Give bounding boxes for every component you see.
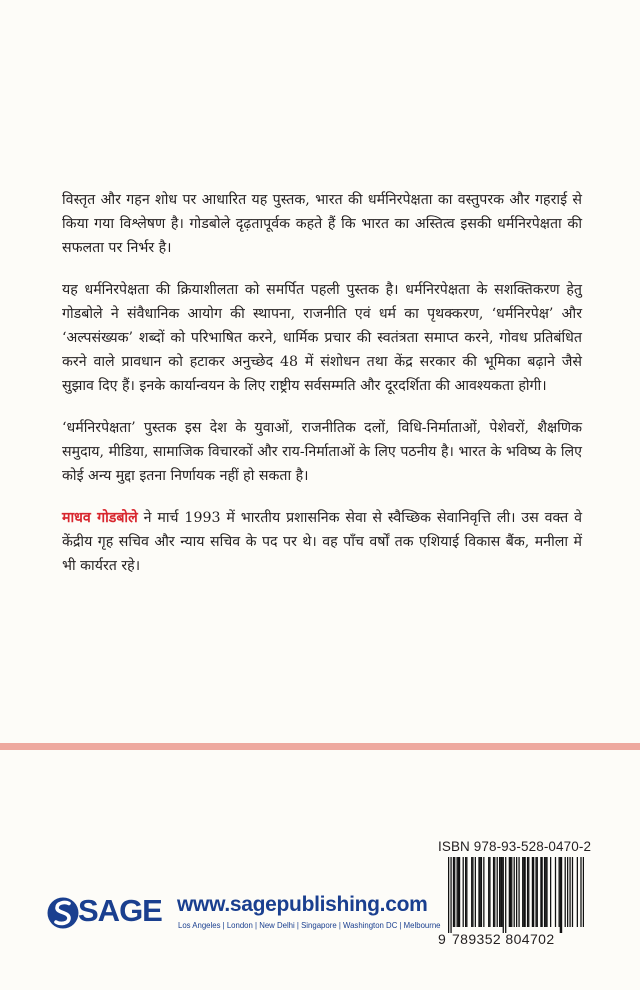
barcode-bar [457,857,458,927]
barcode-bar [494,857,495,927]
barcode-bar [493,857,494,927]
barcode-bar [542,857,543,927]
barcode-bar [458,857,459,927]
barcode-bar [537,857,538,927]
publisher-url[interactable]: www.sagepublishing.com [177,893,428,916]
barcode-bar [471,857,472,927]
barcode-bar [500,857,501,927]
barcode-bar [499,857,500,927]
barcode-bar [540,857,541,927]
barcode-bar [448,857,449,933]
barcode-bar [544,857,545,927]
barcode-bar [559,857,560,927]
barcode-bar [560,857,561,933]
barcode-bar [475,857,476,927]
blurb-paragraph-1: विस्तृत और गहन शोध पर आधारित यह पुस्तक, भारत की धर्मनिरपेक्षता का वस्तुपरक और गहराई से किया गया विश्लेषण है। गोडबोले दृढ़तापूर्वक कहते हैं कि भारत का अस्तित्व इसकी धर्मनिरपेक्षता की सफलता पर निर्भर है। [62,192,582,256]
barcode-bar [505,857,506,933]
barcode-bar [480,857,481,927]
barcode-bar [522,857,523,927]
barcode-bar [518,857,519,927]
blurb-paragraph-3: ‘धर्मनिरपेक्षता’ पुस्तक इस देश के युवाओं, राजनीतिक दलों, विधि-निर्माताओं, पेशेवरों, शैक्षणिक समुदाय, मीडिया, सामाजिक विचारकों और राय-निर्माताओं के लिए पठनीय है। भारत के भविष्य के लिए कोई अन्य मुद्दा इतना निर्णायक नहीं हो सकता है। [62,420,582,484]
barcode-bar [527,857,528,927]
barcode-bar [523,857,524,927]
barcode-bar [510,857,511,927]
barcode-first-digit: 9 [438,931,446,947]
barcode-bars [448,857,584,933]
barcode-bar [511,857,512,927]
barcode-bar [503,857,504,933]
sage-wordmark: SAGE [78,893,162,928]
barcode-bar [580,857,581,927]
barcode-bar [572,857,573,927]
barcode-bar [481,857,482,927]
barcode-bar [561,857,562,933]
barcode-bar [532,857,533,927]
barcode-bar [555,857,556,927]
barcode-bar [550,857,551,927]
barcode-bar [509,857,510,927]
barcode-bar [463,857,464,927]
author-bio-text: ने मार्च 1993 में भारतीय प्रशासनिक सेवा से स्वैच्छिक सेवानिवृत्ति ली। उस वक्त वे केंद्रीय गृह सचिव और न्याय सचिव के पद पर थे। वह पाँच वर्षों तक एशियाई विकास बैंक, मनीला में भी कार्यरत रहे। [62,510,582,574]
blurb-paragraph-2: यह धर्मनिरपेक्षता की क्रियाशीलता को समर्पित पहली पुस्तक है। धर्मनिरपेक्षता के सशक्तिकरण हेतु गोडबोले ने संवैधानिक आयोग की स्थापना, राजनीति एवं धर्म का पृथक्करण, ‘धर्मनिरपेक्ष’ और ‘अल्पसंख्यक’ शब्दों को परिभाषित करने, धार्मिक प्रचार की स्वतंत्रता समाप्त करने, गोवध प्रतिबंधित करने वाले प्रावधान को हटाकर अनुच्छेद 48 में संशोधन तथा केंद्र सरकार की भूमिका बढ़ाने जैसे सुझाव दिए हैं। इनके कार्यान्वयन के लिए राष्ट्रीय सर्वसम्मति और दूरदर्शिता की आवश्यकता होगी। [62,282,582,394]
barcode-bar [466,857,467,927]
barcode-bar [528,857,529,927]
barcode-bar [569,857,570,927]
barcode-bar [488,857,489,927]
barcode-digits: 789352 804702 [452,931,555,947]
barcode-bar [454,857,455,927]
barcode-bar [497,857,498,927]
barcode-bar [472,857,473,927]
barcode-bar [465,857,466,927]
barcode-bar [453,857,454,927]
barcode-bar [567,857,568,927]
barcode-bar [514,857,515,927]
barcode-bar [546,857,547,927]
barcode-bar [459,857,460,927]
barcode-bar [516,857,517,927]
publisher-cities: Los Angeles | London | New Delhi | Singapore | Washington DC | Melbourne [178,921,441,930]
barcode-bar [565,857,566,927]
back-cover-blurb [62,188,582,596]
isbn-barcode [438,857,584,949]
barcode-bar [501,857,502,927]
author-bio [62,506,582,578]
barcode-bar [478,857,479,927]
divider-band [0,743,640,750]
barcode-bar [545,857,546,927]
sage-globe-icon [46,893,80,933]
barcode-bar [533,857,534,927]
barcode-bar [535,857,536,927]
author-name: माधव गोडबोले [62,510,138,526]
barcode-bar [483,857,484,927]
barcode-bar [525,857,526,927]
barcode-bar [577,857,578,927]
isbn-label: ISBN 978-93-528-0470-2 [438,839,592,854]
barcode-bar [583,857,584,927]
barcode-bar [450,857,451,933]
barcode-bar [489,857,490,927]
